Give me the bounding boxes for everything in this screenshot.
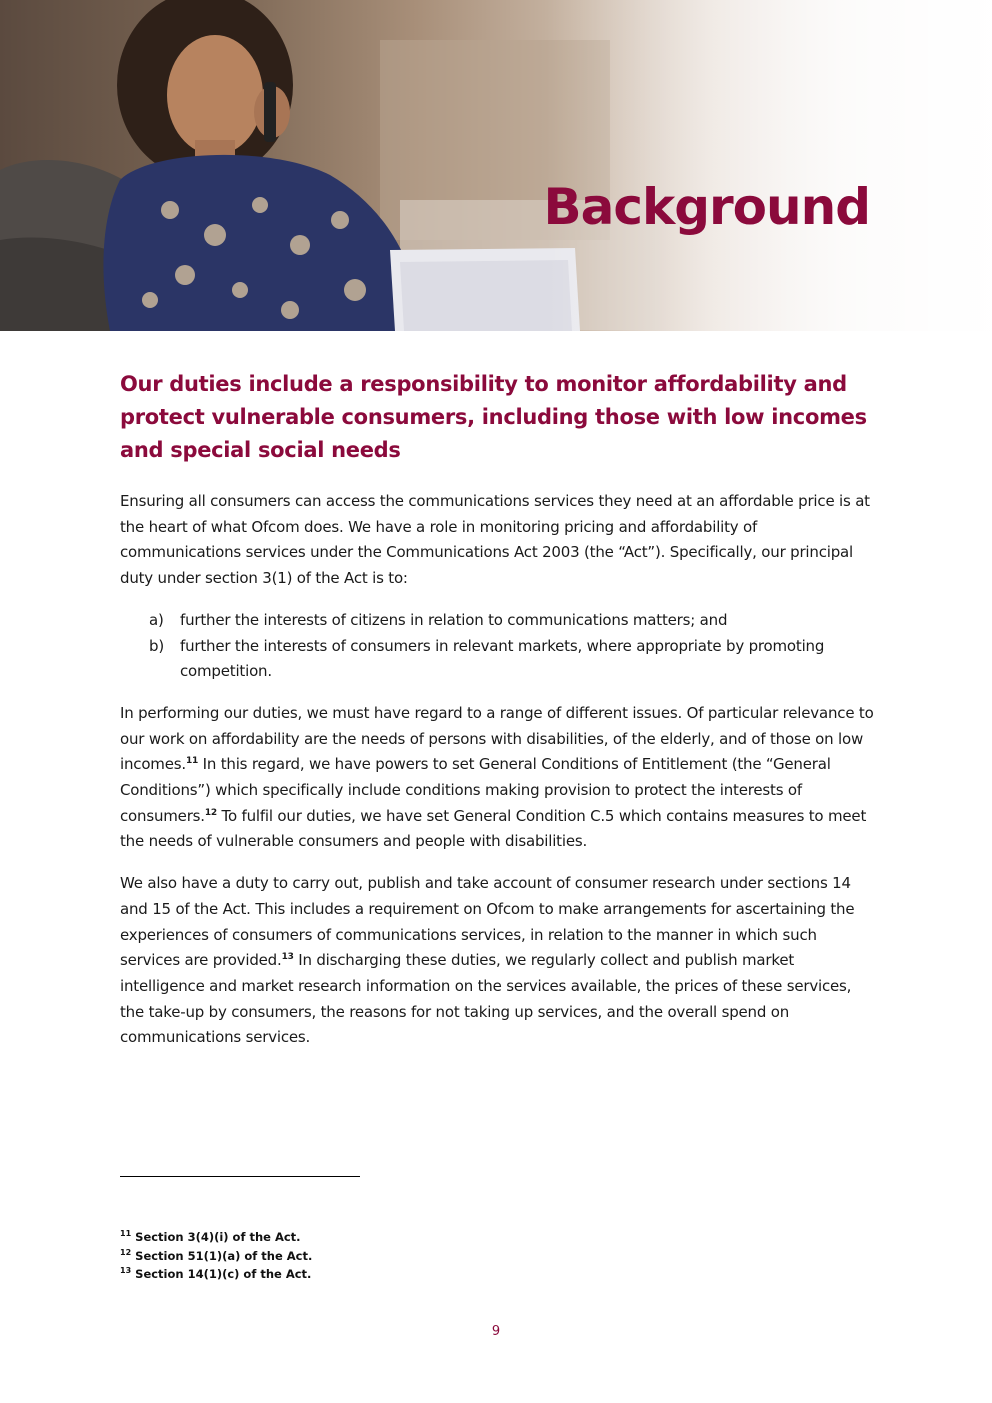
paragraph-2-text-3: To fulfil our duties, we have set General Condition C.5 which contains measures to meet the needs of vulnerable consumers and people with disabilities.: [120, 806, 867, 851]
list-item-text: further the interests of consumers in relevant markets, where appropriate by promoting competition.: [180, 636, 825, 681]
list-marker: a): [149, 610, 164, 629]
footnote-ref-13[interactable]: 13: [281, 952, 294, 963]
list-item: [120, 634, 876, 685]
footnote-ref-12[interactable]: 12: [204, 807, 217, 818]
paragraph-2-text-2: In this regard, we have powers to set General Conditions of Entitlement (the “General Conditions”) which specifically include conditions making provision to protect the interests of consumers.: [120, 755, 831, 825]
footnote-number: 13: [120, 1266, 132, 1276]
footnote: [120, 1228, 312, 1247]
list-item: [120, 608, 876, 634]
paragraph-3-text-2: In discharging these duties, we regularly collect and publish market intelligence and market research information on the services available, the prices of these services, the take-up by consumers, the reasons for not taking up services, and the overall spend on communications services.: [120, 951, 852, 1047]
paragraph-3-text-1: We also have a duty to carry out, publish and take account of consumer research under sections 14 and 15 of the Act. This includes a requirement on Ofcom to make arrangements for ascertaining the experiences of consumers of communications services, in relation to the manner in which such services are provided.: [120, 874, 855, 970]
footnote-text: Section 14(1)(c) of the Act.: [135, 1267, 312, 1281]
paragraph-2: [120, 701, 876, 855]
paragraph-1: Ensuring all consumers can access the communications services they need at an affordable price is at the heart of what Ofcom does. We have a role in monitoring pricing and affordability of communications services under the Communications Act 2003 (the “Act”). Specifically, our principal duty under section 3(1) of the Act is to:: [120, 492, 870, 588]
paragraph-2-text-1: In performing our duties, we must have regard to a range of different issues. Of particular relevance to our work on affordability are the needs of persons with disabilities, of the elderly, and of those on low incomes.: [120, 703, 874, 774]
paragraph-3: [120, 871, 876, 1051]
woman-on-phone-with-laptop-photo: [0, 0, 992, 331]
duties-list: [120, 608, 876, 685]
footnote-text: Section 3(4)(i) of the Act.: [135, 1230, 301, 1244]
page-title: Background: [543, 178, 870, 236]
footnote-ref-11[interactable]: 11: [185, 756, 199, 767]
footnote: [120, 1247, 312, 1266]
footnotes: [120, 1228, 312, 1284]
footnote: [120, 1265, 312, 1284]
footnote-number: 11: [120, 1229, 132, 1239]
section-heading: Our duties include a responsibility to monitor affordability and protect vulnerable consumers, including those with low incomes and special social needs: [120, 372, 867, 462]
page-number: 9: [491, 1324, 501, 1339]
list-item-text: further the interests of citizens in relation to communications matters; and: [180, 610, 728, 629]
header-banner: [0, 0, 992, 331]
footnote-divider: [120, 1176, 360, 1177]
footnote-text: Section 51(1)(a) of the Act.: [135, 1248, 313, 1263]
footnote-number: 12: [120, 1247, 132, 1257]
list-marker: b): [149, 636, 164, 655]
main-content: [120, 368, 876, 1067]
